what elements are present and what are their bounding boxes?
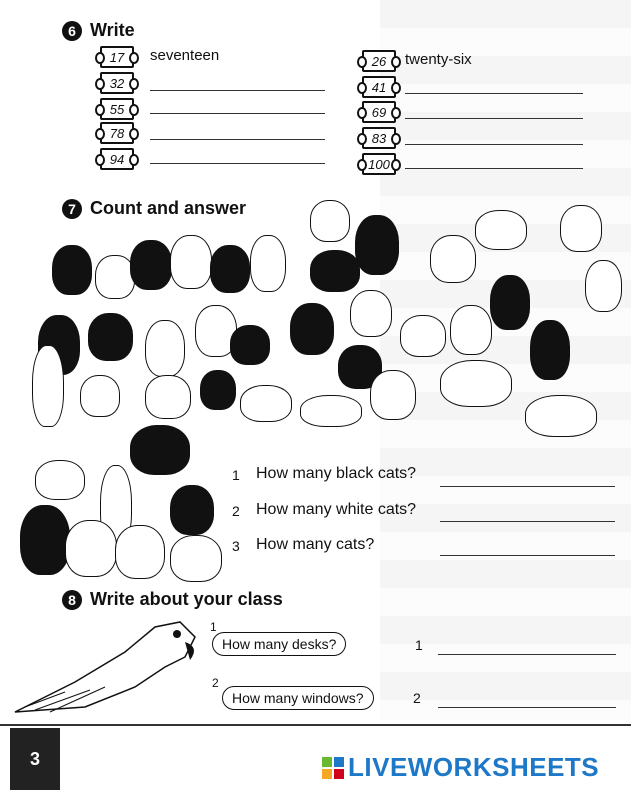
question-text: How many black cats? [256,465,417,482]
black-cat [88,313,133,361]
white-cat [32,345,64,427]
logo-icon [322,757,344,779]
white-cat [310,200,350,242]
number-tag: 100 [362,153,396,175]
prompt-number: 1 [210,620,217,634]
number-tag: 78 [100,122,134,144]
white-cat [250,235,286,292]
black-cat [530,320,570,380]
number-tag: 41 [362,76,396,98]
liveworksheets-logo [322,752,599,783]
answer-line[interactable] [405,144,583,145]
answer-number: 2 [413,690,421,706]
question-number: 1 [232,467,240,483]
question-text: How many white cats? [256,501,417,518]
white-cat [170,235,212,289]
answer-line[interactable] [405,118,583,119]
white-cat [65,520,117,577]
cats-illustration [20,195,620,585]
black-cat [52,245,92,295]
white-cat [35,460,85,500]
white-cat [115,525,165,579]
black-cat [355,215,399,275]
black-cat [20,505,70,575]
number-tag: 32 [100,72,134,94]
black-cat [490,275,530,330]
black-cat [290,303,334,355]
section-number-badge: 8 [62,590,82,610]
answer-line[interactable] [438,654,616,655]
white-cat [350,290,392,337]
section-title: Write about your class [90,589,283,609]
black-cat [130,240,172,290]
answer-line[interactable] [150,139,325,140]
question-text: How many cats? [256,536,375,553]
black-cat [200,370,236,410]
black-cat [310,250,360,292]
section-title: Count and answer [90,198,247,218]
white-cat [430,235,476,283]
answer-line[interactable] [150,163,325,164]
answer-line[interactable] [440,555,615,556]
number-tag: 83 [362,127,396,149]
parrot-illustration [5,612,205,722]
number-tag: 94 [100,148,134,170]
answer-number: 1 [415,637,423,653]
white-cat [300,395,362,427]
white-cat [440,360,512,407]
section-number-badge: 6 [62,21,82,41]
answer-line[interactable] [440,486,615,487]
black-cat [170,485,214,535]
white-cat [240,385,292,422]
answer-line[interactable] [405,93,583,94]
brand-name: LIVEWORKSHEETS [348,752,600,782]
number-tag: 69 [362,101,396,123]
white-cat [370,370,416,420]
section-6-header [62,20,135,41]
number-tag: 26 [362,50,396,72]
number-tag: 17 [100,46,134,68]
speech-bubble: How many desks? [212,632,346,656]
white-cat [450,305,492,355]
white-cat [525,395,597,437]
answer-line[interactable] [150,90,325,91]
speech-bubble: How many windows? [222,686,374,710]
black-cat [210,245,250,293]
question-number: 3 [232,538,240,554]
section-8-header [62,589,283,610]
example-answer: twenty-six [405,51,472,68]
white-cat [585,260,622,312]
page-number: 3 [10,728,60,790]
white-cat [170,535,222,582]
white-cat [80,375,120,417]
question-number: 2 [232,503,240,519]
black-cat [230,325,270,365]
number-tag: 55 [100,98,134,120]
answer-line[interactable] [438,707,616,708]
answer-line[interactable] [440,521,615,522]
white-cat [475,210,527,250]
section-title: Write [90,20,135,40]
white-cat [560,205,602,252]
prompt-number: 2 [212,676,219,690]
white-cat [145,375,191,419]
example-answer: seventeen [150,47,220,64]
black-cat [130,425,190,475]
section-number-badge: 7 [62,199,82,219]
white-cat [95,255,135,299]
white-cat [400,315,446,357]
answer-line[interactable] [405,168,583,169]
answer-line[interactable] [150,113,325,114]
footer-divider [0,724,631,726]
white-cat [145,320,185,377]
